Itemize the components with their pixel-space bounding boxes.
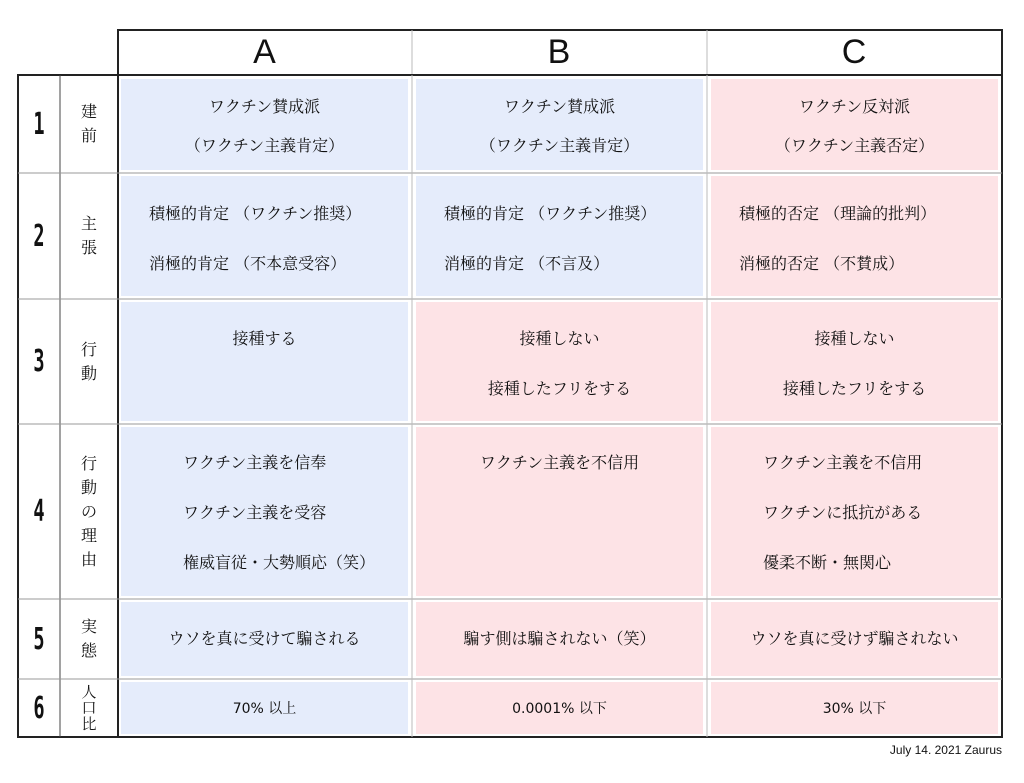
cell-text: 30% 以下 (822, 701, 887, 717)
cell-row3-b (416, 302, 703, 421)
row-number: 5 (33, 621, 45, 657)
cell-text: 騙す側は騙されない（笑） (463, 629, 656, 648)
cell-text: ワクチンに抵抗がある (763, 503, 923, 522)
cell-row5-c (711, 602, 998, 676)
row-label: 行 動 (80, 339, 97, 383)
row-number: 6 (33, 690, 45, 726)
cell-row1-b (416, 79, 703, 170)
row-label: 人 口 比 (81, 683, 97, 733)
cell-row6-a (121, 682, 408, 734)
column-header-c: C (841, 32, 868, 71)
column-header-a: A (253, 32, 277, 71)
cell-row2-c (711, 176, 998, 296)
cell-row6-b (416, 682, 703, 734)
cell-text: ワクチン反対派 (798, 97, 911, 116)
row-number: 1 (33, 106, 45, 142)
cell-text: 0.0001% 以下 (512, 701, 607, 717)
cell-text: ワクチン賛成派 (503, 97, 616, 116)
cell-text: ワクチン主義を不信用 (763, 453, 923, 472)
cell-text: 積極的肯定 （ワクチン推奨） (444, 204, 657, 223)
cell-text: ウソを真に受けず騙されない (750, 629, 959, 648)
cell-row6-c (711, 682, 998, 734)
cell-text: 消極的否定 （不賛成） (739, 254, 905, 273)
row-number: 4 (33, 494, 45, 529)
cell-text: 接種したフリをする (782, 379, 927, 398)
cell-row5-b (416, 602, 703, 676)
cell-row5-a (121, 602, 408, 676)
cell-row4-b (416, 427, 703, 596)
cell-text: （ワクチン主義肯定） (184, 136, 345, 155)
cell-text: 消極的肯定 （不本意受容） (149, 254, 347, 273)
row-label: 建 前 (80, 102, 97, 145)
cell-text: （ワクチン主義否定） (774, 136, 935, 155)
cell-text: ワクチン主義を不信用 (479, 453, 640, 472)
cell-text: 消極的肯定 （不言及） (444, 254, 610, 273)
cell-row3-a (121, 302, 408, 421)
row-label: 主 張 (80, 214, 97, 257)
row-label: 行 動 の 理 由 (80, 453, 97, 569)
row-number: 3 (33, 344, 45, 379)
cell-text: ワクチン賛成派 (208, 97, 321, 116)
cell-row3-c (711, 302, 998, 421)
cell-text: （ワクチン主義肯定） (479, 136, 640, 155)
column-header-b: B (547, 32, 572, 71)
cell-row1-c (711, 79, 998, 170)
cell-text: 接種したフリをする (487, 379, 632, 398)
cell-text: 積極的否定 （理論的批判） (739, 204, 937, 223)
row-number: 2 (33, 218, 45, 254)
cell-row2-a (121, 176, 408, 296)
cell-text: ワクチン主義を受容 (183, 503, 327, 522)
cell-row1-a (121, 79, 408, 170)
cell-row4-c (711, 427, 998, 596)
cell-text: 優柔不断・無関心 (763, 553, 892, 572)
cell-text: ウソを真に受けて騙される (168, 629, 361, 648)
cell-text: 70% 以上 (232, 701, 297, 717)
cell-text: 接種する (232, 329, 297, 348)
cell-text: 積極的肯定 （ワクチン推奨） (149, 204, 362, 223)
cell-text: 権威盲従・大勢順応（笑） (183, 553, 376, 572)
cell-text: 接種しない (814, 329, 895, 348)
cell-row2-b (416, 176, 703, 296)
cell-text: 接種しない (519, 329, 600, 348)
footer-credit: July 14. 2021 Zaurus (889, 743, 1002, 757)
cell-row4-a (121, 427, 408, 596)
cell-text: ワクチン主義を信奉 (183, 453, 327, 472)
row-label: 実 態 (80, 617, 97, 660)
